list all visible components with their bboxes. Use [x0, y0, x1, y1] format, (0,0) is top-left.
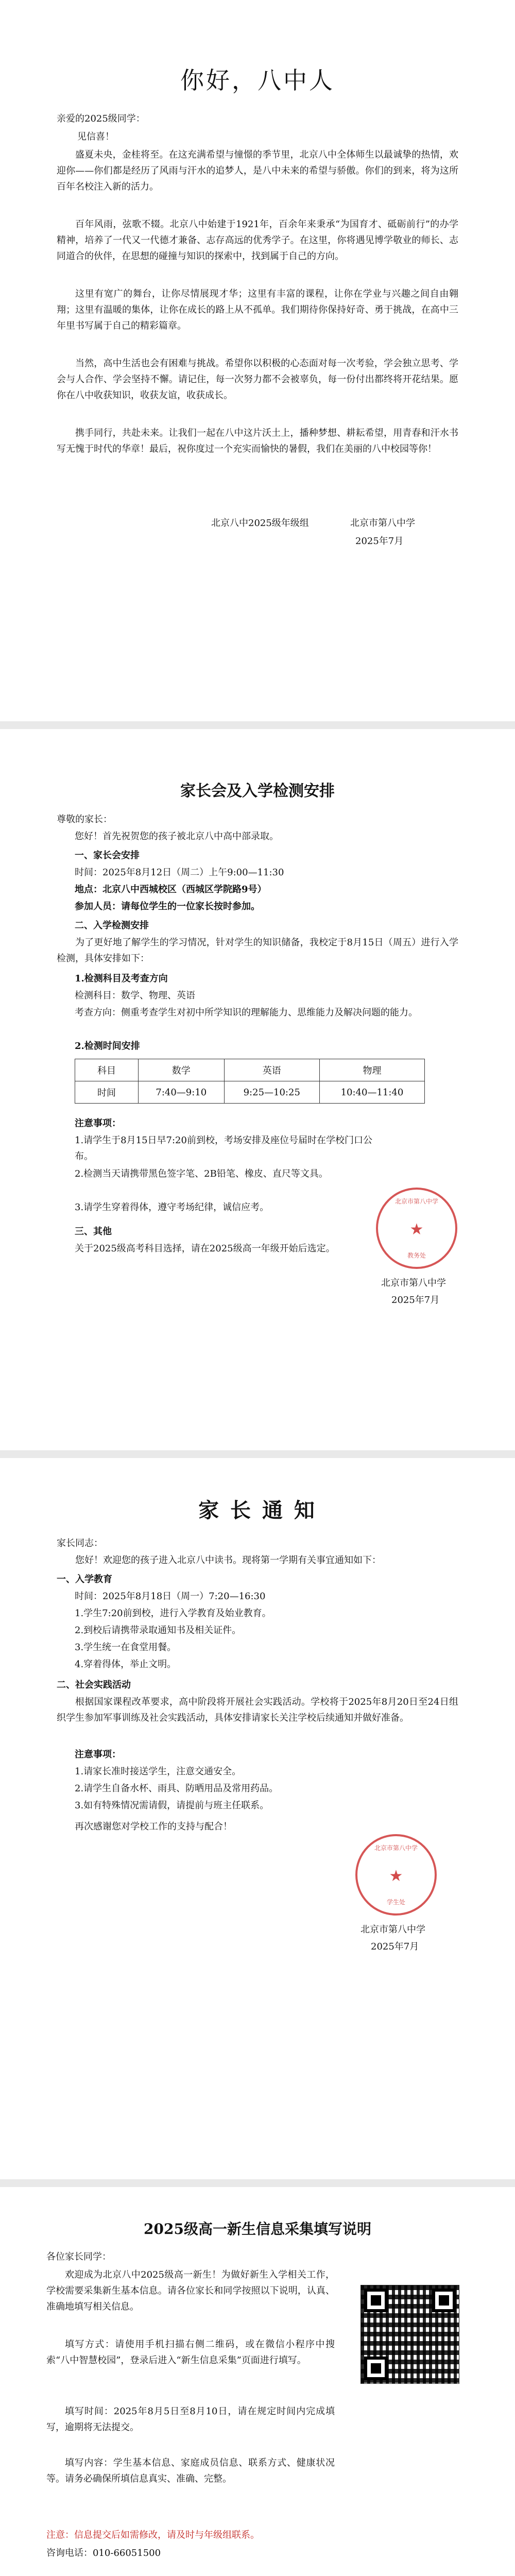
paragraph: 当然，高中生活也会有困难与挑战。希望你以积极的心态面对每一次考验，学会独立思考、学会与人合作、学会坚持不懈。请记住，每一次努力都不会被辜负，每一份付出都终将开花结果。愿你在八中收获知识，收获友谊，收获成长。 [57, 358, 458, 401]
date: 2025年7月 [355, 536, 404, 547]
notes-heading: 注意事项： [75, 1749, 121, 1760]
note-item: 2.检测当天请携带黑色签字笔、2B铅笔、橡皮、直尺等文具。 [75, 1168, 328, 1179]
list-item: 3.学生统一在食堂用餐。 [75, 1642, 177, 1653]
table-cell: 时间 [75, 1081, 139, 1104]
page-info-collection [0, 2187, 515, 2576]
page-title: 你好，八中人 [180, 66, 335, 94]
meeting-attendees: 参加人员：请每位学生的一位家长按时参加。 [75, 901, 260, 912]
notice: 注意：信息提交后如需修改，请及时与年级组联系。 [46, 2530, 260, 2540]
list-item: 2.到校后请携带录取通知书及相关证件。 [75, 1625, 242, 1636]
section-heading: 一、入学教育 [57, 1574, 112, 1585]
paragraph: 百年风雨，弦歌不辍。北京八中始建于1921年，百余年来秉承“为国育才、砥砺前行”的办学精神，培养了一代又一代德才兼备、志存高远的优秀学子。在这里，你将遇见博学敬业的师长、志同道合的伙伴，在思想的碰撞与知识的探索中，找到属于自己的方向。 [57, 219, 458, 262]
page-title: 2025级高一新生信息采集填写说明 [144, 2221, 371, 2238]
practice-text: 根据国家课程改革要求，高中阶段将开展社会实践活动。学校将于2025年8月20日至24日组织学生参加军事训练及社会实践活动，具体安排请家长关注学校后续通知并做好准备。 [57, 1697, 458, 1723]
paragraph: 这里有宽广的舞台，让你尽情展现才华；这里有丰富的课程，让你在学业与兴趣之间自由翱翔；这里有温暖的集体，让你在成长的路上从不孤单。我们期待你保持好奇、勇于挑战，在高中三年里书写属于自己的精彩篇章。 [57, 289, 458, 331]
note-item: 1.请学生于8月15日早7:20前到校，考场安排及座位号届时在学校门口公布。 [75, 1135, 372, 1162]
meeting-place: 地点：北京八中西城校区（西城区学院路9号） [75, 884, 267, 895]
paragraph: 填写时间：2025年8月5日至8月10日，请在规定时间内完成填写，逾期将无法提交。 [46, 2406, 335, 2433]
paragraph: 填写内容：学生基本信息、家庭成员信息、联系方式、健康状况等。请务必确保所填信息真实、准确、完整。 [46, 2458, 335, 2484]
other-text: 关于2025级高考科目选择，请在2025级高一年级开始后选定。 [75, 1243, 335, 1254]
greeting: 见信喜！ [77, 131, 114, 142]
table-header: 数学 [139, 1059, 225, 1081]
table-cell: 9:25—10:25 [224, 1081, 319, 1104]
subsection-heading: 1.检测科目及考查方向 [75, 973, 168, 984]
list-item: 4.穿着得体，举止文明。 [75, 1659, 177, 1670]
note-item: 3.如有特殊情况需请假，请提前与班主任联系。 [75, 1800, 269, 1811]
qr-finder [364, 2289, 388, 2312]
page-title: 家 长 通 知 [198, 1498, 317, 1522]
meeting-time: 时间：2025年8月12日（周二）上午9:00—11:30 [75, 867, 284, 878]
page-title: 家长会及入学检测安排 [180, 782, 335, 800]
qr-finder [364, 2357, 388, 2380]
test-scope: 考查方向：侧重考查学生对初中所学知识的理解能力、思维能力及解决问题的能力。 [75, 1007, 418, 1018]
section-heading: 一、家长会安排 [75, 850, 140, 861]
greeting: 各位家长同学： [46, 2251, 111, 2262]
page-welcome-letter [0, 0, 515, 721]
table-header: 科目 [75, 1059, 139, 1081]
school-seal: 北京市第八中学 ★ 学生处 [355, 1834, 437, 1916]
page-parent-meeting [0, 729, 515, 1450]
test-intro: 为了更好地了解学生的学习情况，针对学生的知识储备，我校定于8月15日（周五）进行入学检测，具体安排如下： [57, 937, 458, 964]
greeting: 家长同志： [57, 1538, 103, 1549]
table-row [75, 1081, 425, 1104]
closing: 再次感谢您对学校工作的支持与配合！ [75, 1821, 232, 1832]
school-seal: 北京市第八中学 ★ 教务处 [376, 1188, 457, 1269]
paragraph: 欢迎成为北京八中2025级高一新生！为做好新生入学相关工作，学校需要采集新生基本信息。请各位家长和同学按照以下说明，认真、准确地填写相关信息。 [46, 2269, 335, 2312]
paragraph: 盛夏未央，金桂将至。在这充满希望与憧憬的季节里，北京八中全体师生以最诚挚的热情，欢迎你——你们都是经历了风雨与汗水的追梦人，是八中未来的希望与骄傲。你们的到来，将为这所百年名校注入新的活力。 [57, 149, 458, 192]
intro: 您好！欢迎您的孩子进入北京八中读书。现将第一学期有关事宜通知如下： [75, 1555, 381, 1566]
signature: 北京市第八中学 [360, 1924, 425, 1935]
note-item: 3.请学生穿着得体，遵守考场纪律，诚信应考。 [75, 1202, 269, 1213]
paragraph: 填写方式：请使用手机扫描右侧二维码，或在微信小程序中搜索“八中智慧校园”，登录后进入“新生信息采集”页面进行填写。 [46, 2339, 335, 2366]
intro: 您好！首先祝贺您的孩子被北京八中高中部录取。 [75, 831, 279, 842]
date: 2025年7月 [391, 1295, 440, 1306]
signature: 北京市第八中学 [381, 1278, 446, 1289]
date: 2025年7月 [371, 1941, 419, 1952]
subsection-heading: 2.检测时间安排 [75, 1041, 140, 1052]
greeting: 尊敬的家长： [57, 814, 112, 825]
notes-heading: 注意事项： [75, 1118, 121, 1129]
test-subjects: 检测科目：数学、物理、英语 [75, 990, 195, 1001]
note-item: 1.请家长准时接送学生，注意交通安全。 [75, 1766, 242, 1777]
list-item: 1.学生7:20前到校，进行入学教育及始业教育。 [75, 1608, 271, 1619]
section-heading: 二、社会实践活动 [57, 1680, 131, 1690]
qr-code[interactable] [360, 2285, 459, 2384]
page-parent-notice [0, 1458, 515, 2179]
test-schedule-table [75, 1059, 425, 1104]
signature-grade: 北京八中2025级年级组 [211, 518, 309, 529]
signature-school: 北京市第八中学 [350, 518, 415, 529]
salutation: 亲爱的2025级同学： [57, 113, 145, 124]
note-item: 2.请学生自备水杯、雨具、防晒用品及常用药品。 [75, 1783, 279, 1794]
table-header-row [75, 1059, 425, 1081]
section-heading: 三、其他 [75, 1226, 112, 1237]
table-header: 英语 [224, 1059, 319, 1081]
contact-phone: 咨询电话：010-66051500 [46, 2548, 161, 2558]
paragraph: 携手同行，共赴未来。让我们一起在八中这片沃土上，播种梦想、耕耘希望，用青春和汗水书写无愧于时代的华章！最后，祝你度过一个充实而愉快的暑假，我们在美丽的八中校园等你！ [57, 428, 458, 454]
table-header: 物理 [319, 1059, 424, 1081]
qr-finder [432, 2289, 456, 2312]
table-cell: 10:40—11:40 [319, 1081, 424, 1104]
orientation-time: 时间：2025年8月18日（周一）7:20—16:30 [75, 1591, 266, 1602]
table-cell: 7:40—9:10 [139, 1081, 225, 1104]
section-heading: 二、入学检测安排 [75, 920, 149, 931]
